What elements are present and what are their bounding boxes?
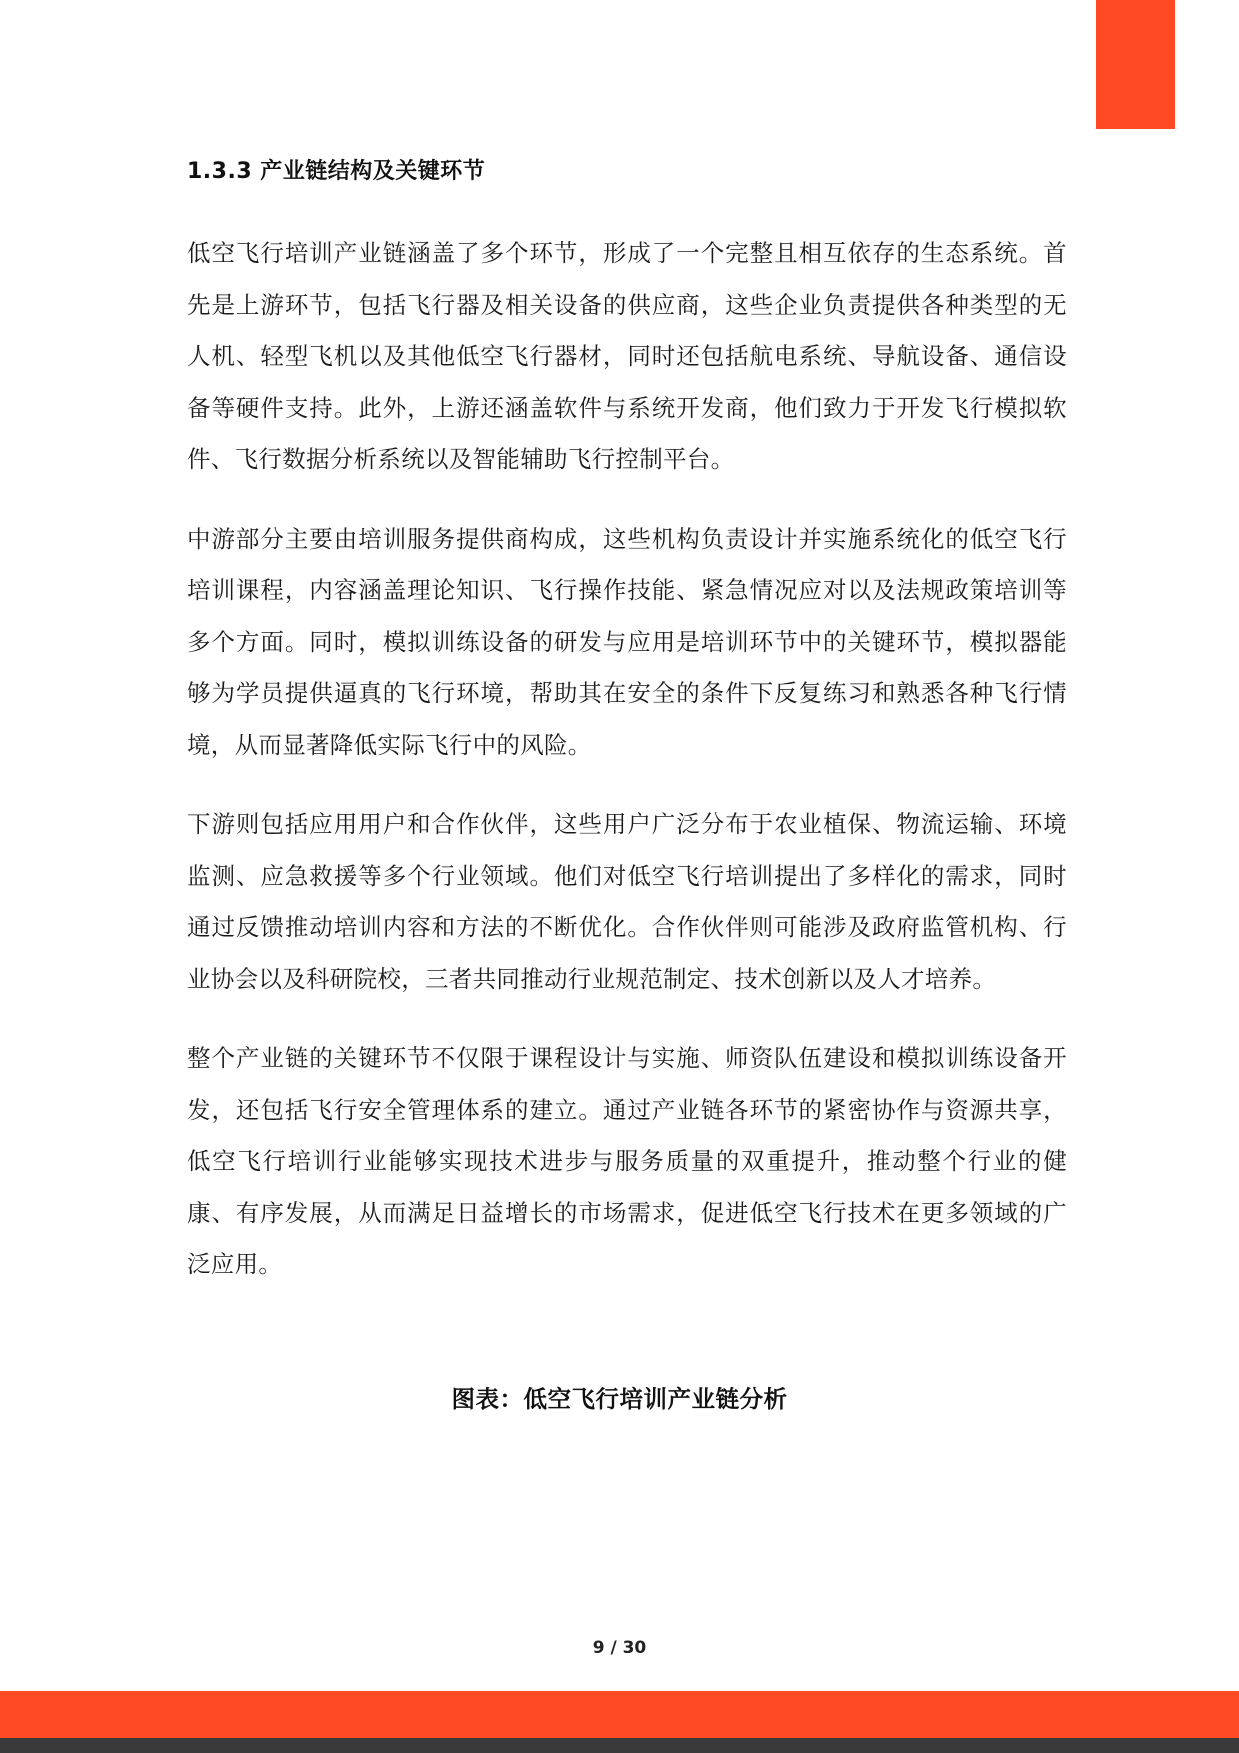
footer-accent-band [0,1691,1239,1738]
page-content [187,150,1067,1319]
paragraph-key-links: 整个产业链的关键环节不仅限于课程设计与实施、师资队伍建设和模拟训练设备开发，还包括飞行安全管理体系的建立。通过产业链各环节的紧密协作与资源共享，低空飞行培训行业能够实现技术进步与服务质量的双重提升，推动整个行业的健康、有序发展，从而满足日益增长的市场需求，促进低空飞行技术在更多领域的广泛应用。 [187,1044,1067,1278]
body-text [187,228,1067,1291]
paragraph-upstream: 低空飞行培训产业链涵盖了多个环节，形成了一个完整且相互依存的生态系统。首先是上游环节，包括飞行器及相关设备的供应商，这些企业负责提供各种类型的无人机、轻型飞机以及其他低空飞行器材，同时还包括航电系统、导航设备、通信设备等硬件支持。此外，上游还涵盖软件与系统开发商，他们致力于开发飞行模拟软件、飞行数据分析系统以及智能辅助飞行控制平台。 [187,239,1067,473]
paragraph-midstream: 中游部分主要由培训服务提供商构成，这些机构负责设计并实施系统化的低空飞行培训课程，内容涵盖理论知识、飞行操作技能、紧急情况应对以及法规政策培训等多个方面。同时，模拟训练设备的研发与应用是培训环节中的关键环节，模拟器能够为学员提供逼真的飞行环境，帮助其在安全的条件下反复练习和熟悉各种飞行情境，从而显著降低实际飞行中的风险。 [187,524,1067,759]
page-number: 9 / 30 [592,1638,647,1658]
section-heading: 1.3.3 产业链结构及关键环节 [187,159,486,184]
figure-caption: 图表：低空飞行培训产业链分析 [451,1385,788,1413]
corner-accent-tab [1096,0,1175,129]
footer-dark-edge [0,1738,1239,1753]
paragraph-downstream: 下游则包括应用用户和合作伙伴，这些用户广泛分布于农业植保、物流运输、环境监测、应急救援等多个行业领域。他们对低空飞行培训提出了多样化的需求，同时通过反馈推动培训内容和方法的不断优化。合作伙伴则可能涉及政府监管机构、行业协会以及科研院校，三者共同推动行业规范制定、技术创新以及人才培养。 [187,810,1067,993]
